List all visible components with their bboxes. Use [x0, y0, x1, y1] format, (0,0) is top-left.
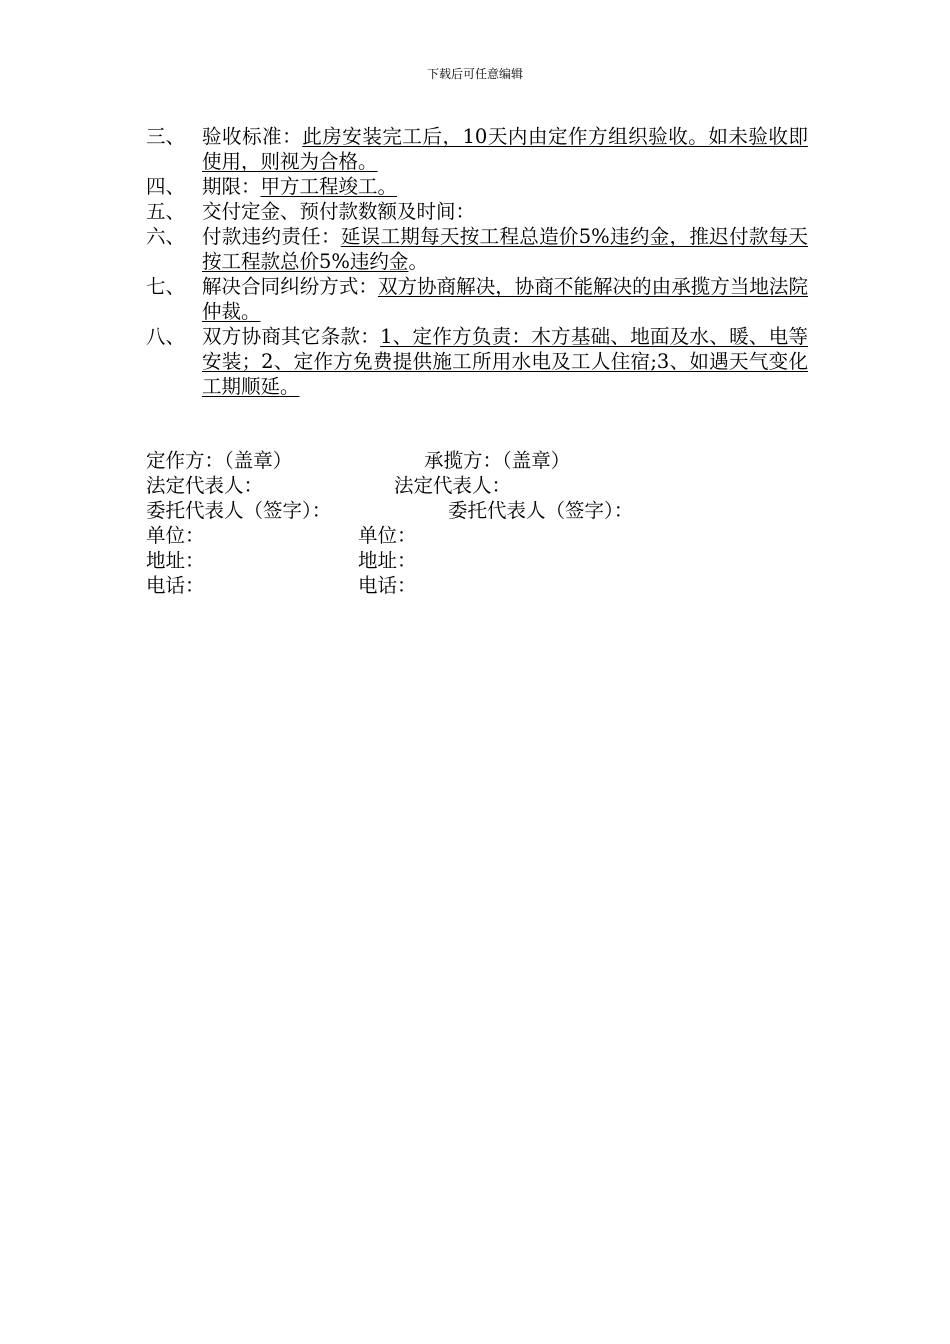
clause-number: 八、 — [146, 325, 186, 348]
party-a-legal-rep: 法定代表人： — [146, 474, 264, 497]
party-a-phone: 电话： — [146, 574, 205, 597]
clause-label: 期限： — [202, 175, 261, 198]
header-note: 下载后可任意编辑 — [426, 67, 523, 81]
unit-row — [146, 523, 826, 548]
party-b-agent: 委托代表人（签字）： — [448, 499, 634, 522]
party-a-agent: 委托代表人（签字）： — [146, 499, 332, 522]
clause-body — [202, 124, 808, 174]
clause-number: 三、 — [146, 125, 186, 148]
clause-label: 解决合同纠纷方式： — [202, 275, 378, 298]
agent-row — [146, 498, 826, 523]
signature-block — [146, 448, 826, 598]
clause-text: 延误工期每天按工程总造价5%违约金，推迟付款每天按工程款总价5%违约金 — [202, 225, 808, 273]
party-a-address: 地址： — [146, 549, 205, 572]
address-row — [146, 548, 826, 573]
clause-label: 交付定金、预付款数额及时间： — [202, 200, 476, 223]
clause-body — [202, 274, 808, 324]
party-b-address: 地址： — [358, 549, 417, 572]
contract-clauses — [146, 124, 808, 399]
clause-label: 双方协商其它条款： — [202, 325, 381, 348]
clause-body — [202, 224, 808, 274]
party-b-legal-rep: 法定代表人： — [394, 474, 512, 497]
clause-body — [202, 174, 808, 199]
clause-8 — [146, 324, 808, 399]
party-b-phone: 电话： — [358, 574, 417, 597]
clause-3 — [146, 124, 808, 174]
legal-rep-row — [146, 473, 826, 498]
clause-text: 甲方工程竣工。 — [260, 175, 398, 198]
clause-label: 验收标准： — [202, 125, 303, 148]
clause-7 — [146, 274, 808, 324]
clause-5 — [146, 199, 808, 224]
clause-text: 双方协商解决，协商不能解决的由承揽方当地法院仲裁。 — [202, 275, 808, 323]
clause-number: 六、 — [146, 225, 186, 248]
stamp-row — [146, 448, 826, 473]
party-a-stamp: 定作方：（盖章） — [146, 449, 293, 472]
party-b-unit: 单位： — [358, 524, 417, 547]
page-header — [0, 66, 950, 82]
clause-number: 四、 — [146, 175, 186, 198]
clause-text: 1、定作方负责：木方基础、地面及水、暖、电等安装；2、定作方免费提供施工所用水电及工人住宿;3、如遇天气变化工期顺延。 — [202, 325, 808, 398]
party-b-stamp: 承揽方：（盖章） — [424, 449, 571, 472]
clause-label: 付款违约责任： — [202, 225, 341, 248]
clause-tail: 。 — [408, 250, 428, 273]
clause-text: 此房安装完工后，10天内由定作方组织验收。如未验收即使用，则视为合格。 — [202, 125, 808, 173]
clause-number: 五、 — [146, 200, 186, 223]
clause-body — [202, 199, 808, 224]
clause-body — [202, 324, 808, 399]
clause-number: 七、 — [146, 275, 186, 298]
clause-6 — [146, 224, 808, 274]
party-a-unit: 单位： — [146, 524, 205, 547]
clause-4 — [146, 174, 808, 199]
phone-row — [146, 573, 826, 598]
